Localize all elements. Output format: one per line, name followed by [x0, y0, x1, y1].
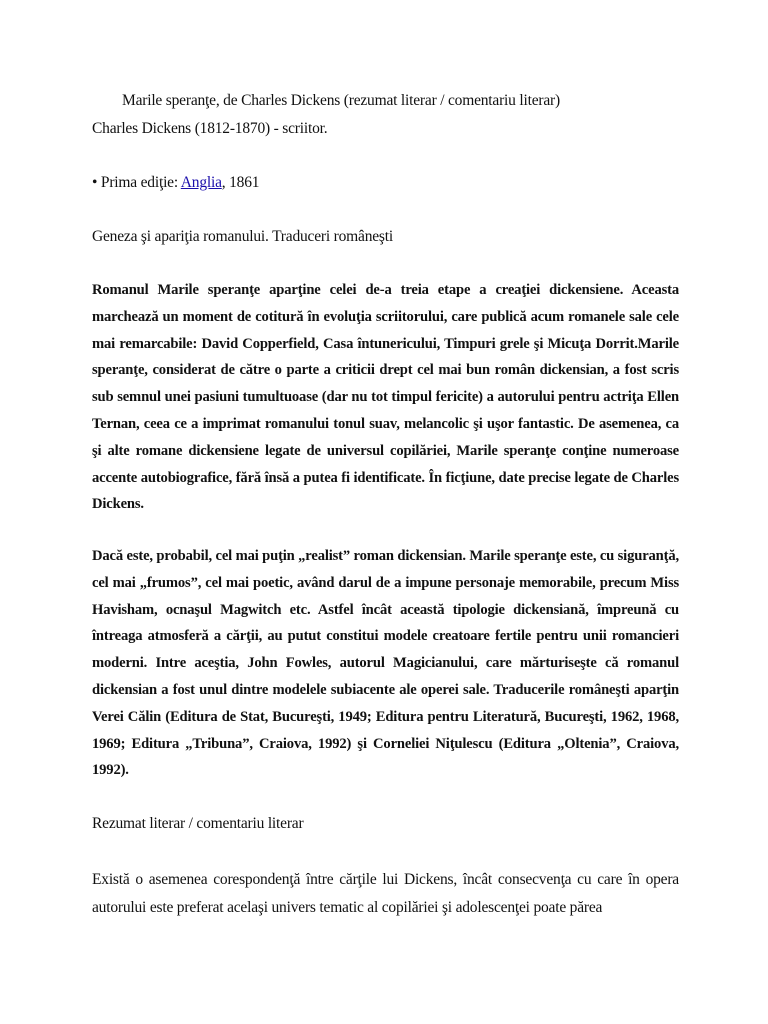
- document-title: Marile speranţe, de Charles Dickens (rezumat literar / comentariu literar): [122, 92, 560, 109]
- bullet: •: [92, 174, 98, 191]
- edition-line: [92, 174, 259, 192]
- author-line: Charles Dickens (1812-1870) - scriitor.: [92, 120, 328, 137]
- paragraph-rezumat-intro: Există o asemenea corespondenţă între cărţile lui Dickens, încât consecvenţa cu care în opera autorului este preferat acelaşi univers tematic al copilăriei şi adolescenţei poate părea: [92, 871, 679, 916]
- edition-suffix: , 1861: [221, 174, 260, 191]
- section-heading-rezumat: Rezumat literar / comentariu literar: [92, 815, 304, 832]
- paragraph-traduceri: Dacă este, probabil, cel mai puţin „realist” roman dickensian. Marile speranţe este, cu siguranţă, cel mai „frumos”, cel mai poetic, având darul de a impune personaje memorabile, precum Miss Havisham, ocnaşul Magwitch etc. Astfel încât această tipologie dickensiană, împreună cu întreaga atmosferă a cărţii, au putut constitui modele creatoare fertile pentru unii romancieri moderni. Intre aceştia, John Fowles, autorul Magicianului, care mărturiseşte că romanul dickensian a fost unul dintre modelele subiacente ale operei sale. Traducerile româneşti aparţin Verei Călin (Editura de Stat, Bucureşti, 1949; Editura pentru Literatură, Bucureşti, 1962, 1968, 1969; Editura „Tribuna”, Craiova, 1992) şi Corneliei Niţulescu (Editura „Oltenia”, Craiova, 1992).: [92, 548, 679, 779]
- section-heading-geneza: Geneza şi apariţia romanului. Traduceri româneşti: [92, 228, 393, 245]
- anglia-link[interactable]: Anglia: [180, 174, 222, 191]
- paragraph-etape-creatiei: Romanul Marile speranţe aparţine celei de-a treia etape a creaţiei dickensiene. Aceasta marchează un moment de cotitură în evoluţia scriitorului, care publică acum romanele sale cele mai remarcabile: David Copperfield, Casa întunericului, Timpuri grele şi Micuţa Dorrit.Marile speranţe, considerat de către o parte a criticii drept cel mai bun român dickensian, a fost scris sub semnul unei pasiuni tumultuoase (dar nu tot timpul fericite) a autorului pentru actriţa Ellen Ternan, ceea ce a imprimat romanului tonul suav, melancolic şi uşor fantastic. De asemenea, ca şi alte romane dickensiene legate de universul copilăriei, Marile speranţe conţine numeroase accente autobiografice, fără însă a putea fi identificate. În ficţiune, date precise legate de Charles Dickens.: [92, 282, 679, 513]
- edition-prefix: Prima ediţie:: [100, 174, 181, 191]
